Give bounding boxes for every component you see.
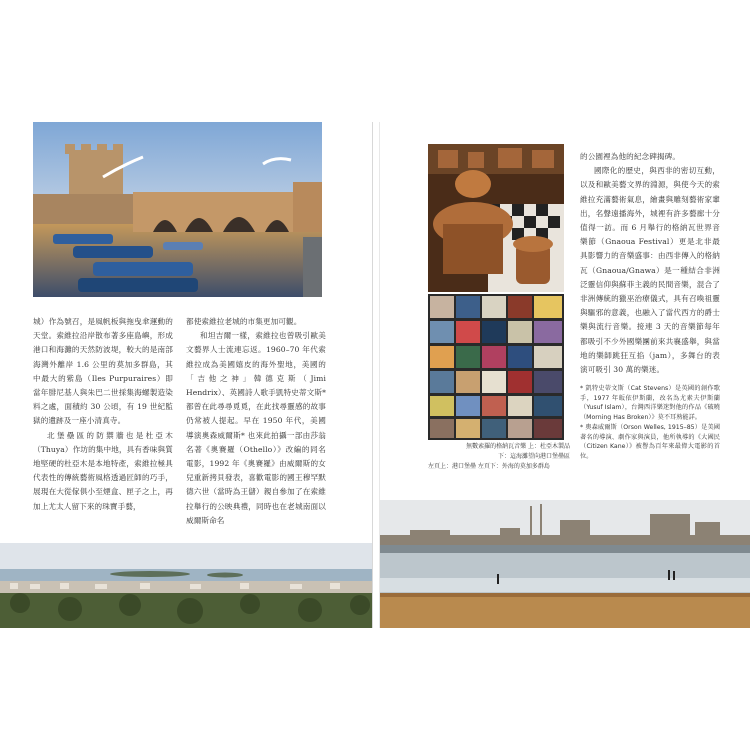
footnote: * 凱特史蒂文斯（Cat Stevens）是英國的創作歌手，1977 年皈依伊斯蘭，改名為尤素夫伊斯蘭（Yusuf Islam），台灣西洋樂迷對他的作品《破曉（Morning Has Broken）》莫不耳熟能詳。 [580,385,720,421]
vinyl-records-illustration [428,294,564,440]
vinyl-records-photo [428,294,564,440]
caption-line: 下：這海灘望向港口堡壘區 [497,452,570,460]
paragraph: 城）作為號召，是風帆板與拖曳傘運動的天堂。索維拉沿岸散布著多座島嶼，形成港口和海灘的天然防波堤，較大的是南部海灣外離岸 1.6 公里的莫加多群島，其中最大的紫島（Iles Purpuraires）即當年腓尼基人與朱巴二世採集海螺製造染料之處，面積約 30 公頃，有 19 世紀監獄的遺跡及一座小清真寺。 [33,317,173,426]
coastal-town-illustration [0,543,372,628]
left-page-caption [428,462,578,472]
thuya-crafts-photo [428,144,564,292]
caption-line: 左頁上：港口堡壘 左頁下：外海的莫加多群島 [428,463,550,470]
photo-caption [440,442,570,461]
thuya-crafts-illustration [428,144,564,292]
beach-fortress-illustration [380,500,750,628]
coastal-town-photo [0,543,372,628]
right-column [580,150,720,377]
paragraph: 都使索維拉老城的市集更加可觀。 [186,317,302,326]
left-column-1 [33,315,173,514]
right-page [380,122,750,628]
fortress-harbor-illustration [33,122,322,297]
beach-fortress-photo [380,500,750,628]
paragraph: 國際化的歷史，與西非的密切互動，以及和歐美藝文界的淵源，與使今天的索維拉充滿藝術氣息，繪畫與雕刻藝術家輩出，名聲遠播海外，城裡有許多藝廊十分值得一訪。而 6 月舉行的格納瓦世界音樂節（Gnaoua Festival）更是北非最具影響力的音樂盛事：由西非傳入的格納瓦（Gnaoua/Gnawa）是一種結合非洲泛靈信仰與蘇菲主義的民間音樂，混合了非洲傳統的獵巫治療儀式，具有召喚祖靈與驅邪的意義，也融入了當代西方的爵士樂與流行音樂。接連 3 天的音樂節每年都吸引不少外國樂團前來共襄盛舉，與當地的樂師跳狂互掐（jam），多舞台的表演可吸引 30 萬的樂迷。 [580,166,720,375]
left-column-2 [186,315,326,528]
fortress-harbor-photo [33,122,322,297]
paragraph: 的公園裡為他的紀念碑揭碑。 [580,152,681,161]
footnote: * 奧森威爾斯（Orson Welles, 1915–85）是美國著名的導演、劇作家與演員，他所執導的《大國民（Citizen Kane）》被譽為百年來最偉大電影的首位。 [580,424,720,460]
left-page [0,122,372,628]
caption-line: 無數索羅的格納瓦音樂 上：杜亞木製品 [466,443,570,450]
footnotes [580,384,720,462]
paragraph: 北堡壘區的防禦牆也是杜亞木（Thuya）作坊的集中地，具有香味與質地堅硬的杜亞木是本地特產，索維拉極具代表性的傳統藝術風格透過匠師的巧手，展現在大從傢俱小至煙盒、匣子之上，再加上尤太人留下來的珠寶手藝， [33,430,173,511]
book-gutter [372,122,380,628]
paragraph: 和坦吉爾一樣，索維拉也曾吸引歐美文藝界人士流連忘返。1960–70 年代索維拉成為美國嬉皮的海外聖地，美國的「吉他之神」韓德克斯（Jimi Hendrix）、英國詩人歌手凱特史蒂文斯* 都曾在此尋尋覓覓，在此找尋靈感的故事仍常被人提起。早在 1950 年代，美國導演奧森威爾斯* 也來此拍攝一部由莎翁名著《奧賽羅（Othello）》改編的同名電影，1992 年《奧賽羅》由威爾斯的女兒重新拷貝發表，喜歡電影的國王穆罕默德六世（當時為王儲）親自參加了在索維拉舉行的公映典禮，同時也在老城南面以威爾斯命名 [186,331,326,525]
